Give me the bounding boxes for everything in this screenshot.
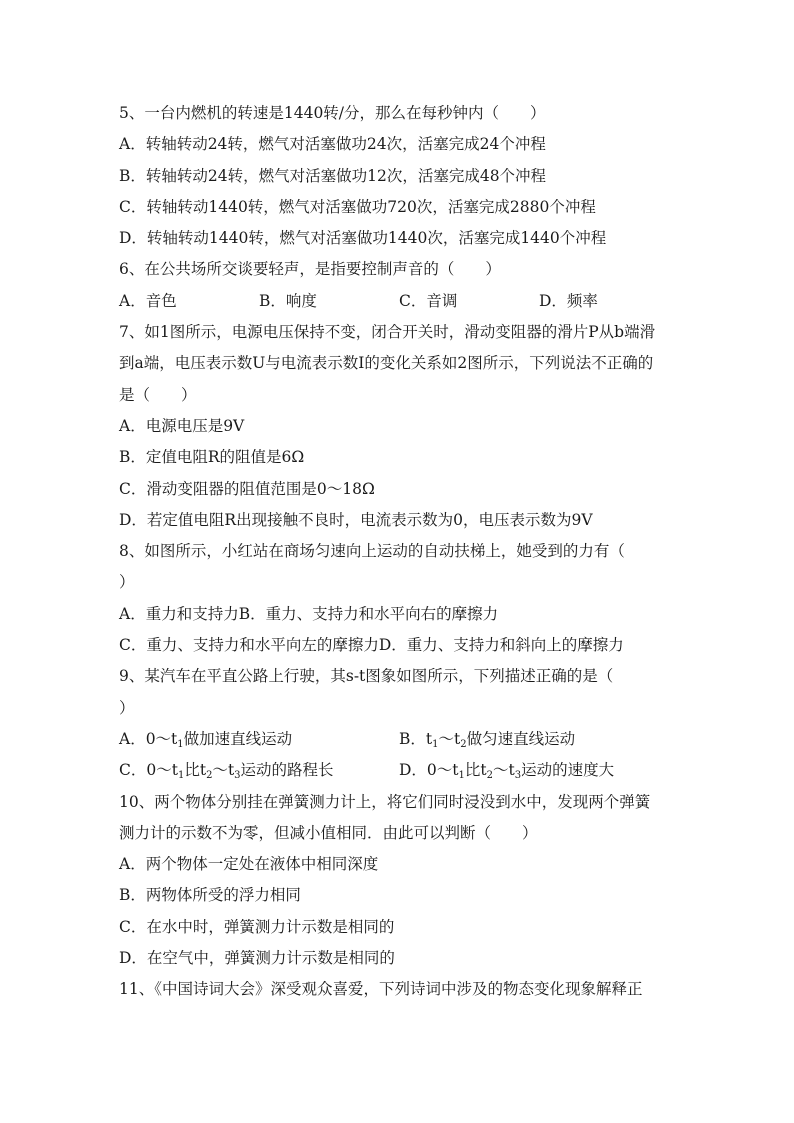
q7-option-c: C．滑动变阻器的阻值范围是0～18Ω	[119, 479, 375, 498]
q8-options-cd: C．重力、支持力和水平向左的摩擦力D．重力、支持力和斜向上的摩擦力	[119, 636, 624, 655]
q6-option-b: B．响度	[259, 291, 317, 310]
q9-option-d: D．$0\sim t_1$比$t_2\sim t_3$运动的速度大	[399, 761, 615, 782]
q7-option-a: A．电源电压是9V	[119, 416, 245, 435]
q9-option-c: C．$0\sim t_1$比$t_2\sim t_3$运动的路程长	[119, 761, 334, 782]
q8-stem-line-1: 8、如图所示，小红站在商场匀速向上运动的自动扶梯上，她受到的力有（	[119, 542, 625, 561]
q5-option-c: C．转轴转动1440转，燃气对活塞做功720次，活塞完成2880个冲程	[119, 197, 596, 216]
q10-stem-line-1: 10、两个物体分别挂在弹簧测力计上，将它们同时浸没到水中，发现两个弹簧	[119, 792, 651, 811]
q7-stem-line-2: 到a端，电压表示数U与电流表示数I的变化关系如2图所示，下列说法不正确的	[119, 354, 654, 373]
q6-option-a: A．音色	[119, 291, 177, 310]
q7-option-b: B．定值电阻R的阻值是6Ω	[119, 448, 305, 467]
q8-stem-line-2: ）	[119, 573, 135, 592]
q9-stem-line-2: ）	[119, 698, 135, 717]
q7-option-d: D．若定值电阻R出现接触不良时，电流表示数为0，电压表示数为9V	[119, 510, 593, 529]
q6-option-d: D．频率	[539, 291, 598, 310]
q10-option-a: A．两个物体一定处在液体中相同深度	[119, 855, 379, 874]
q10-option-b: B．两物体所受的浮力相同	[119, 886, 301, 905]
q10-option-c: C．在水中时，弹簧测力计示数是相同的	[119, 917, 395, 936]
q9-options-ab	[119, 724, 679, 755]
q9-option-a: A．$0\sim t_1$做加速直线运动	[119, 729, 293, 750]
q6-stem: 6、在公共场所交谈要轻声，是指要控制声音的（ ）	[119, 260, 501, 279]
q6-option-c: C．音调	[399, 291, 458, 310]
q10-stem-line-2: 测力计的示数不为零，但减小值相同．由此可以判断（ ）	[119, 823, 538, 842]
q9-options-cd	[119, 755, 679, 786]
question-list	[119, 98, 679, 1006]
q7-stem-line-3: 是（ ）	[119, 385, 197, 404]
q9-option-b: B．$t_1\sim t_2$做匀速直线运动	[399, 729, 576, 750]
q9-stem-line-1: 9、某汽车在平直公路上行驶，其s-t图象如图所示，下列描述正确的是（	[119, 667, 614, 686]
q5-option-d: D．转轴转动1440转，燃气对活塞做功1440次，活塞完成1440个冲程	[119, 229, 607, 248]
q5-option-a: A．转轴转动24转，燃气对活塞做功24次，活塞完成24个冲程	[119, 135, 546, 154]
q10-option-d: D．在空气中，弹簧测力计示数是相同的	[119, 949, 395, 968]
q5-option-b: B．转轴转动24转，燃气对活塞做功12次，活塞完成48个冲程	[119, 166, 547, 185]
q11-stem-line-1: 11、《中国诗词大会》深受观众喜爱，下列诗词中涉及的物态变化现象解释正	[119, 980, 643, 999]
q8-options-ab: A．重力和支持力B．重力、支持力和水平向右的摩擦力	[119, 604, 499, 623]
q7-stem-line-1: 7、如1图所示，电源电压保持不变，闭合开关时，滑动变阻器的滑片P从b端滑	[119, 323, 656, 342]
q5-stem: 5、一台内燃机的转速是1440转/分，那么在每秒钟内（ ）	[119, 104, 546, 122]
q6-options	[119, 286, 679, 317]
